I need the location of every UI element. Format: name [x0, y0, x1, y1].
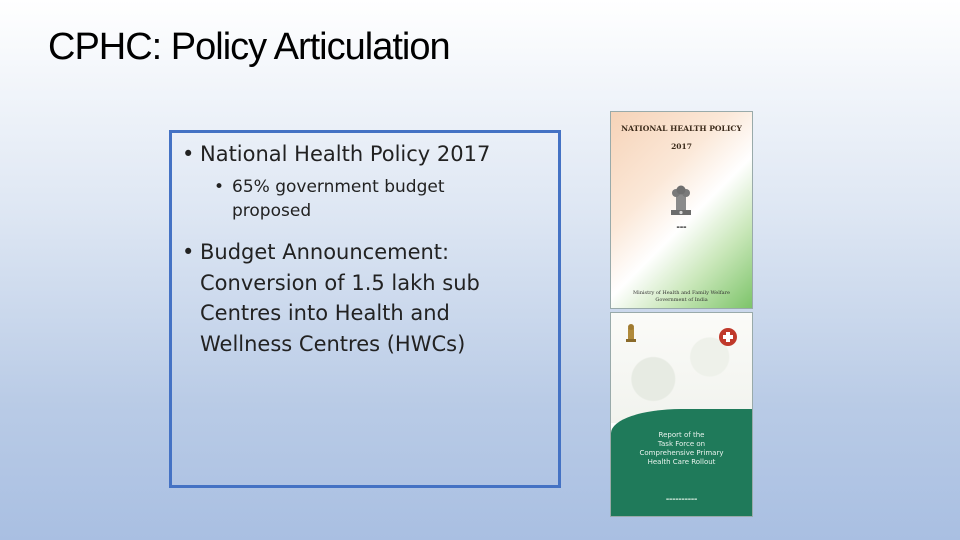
motto-decoration: ▬▬▬	[676, 225, 687, 229]
health-logo-icon	[718, 327, 738, 347]
national-emblem-icon	[624, 323, 638, 345]
content-box	[169, 130, 561, 488]
cover-year: 2017	[671, 142, 692, 151]
ministry-line-1: Ministry of Health and Family Welfare	[632, 290, 730, 296]
report-title-line-2: Task Force on	[657, 440, 706, 448]
report-title-line-3: Comprehensive Primary	[639, 449, 724, 457]
bullet-text: Budget Announcement: Conversion of 1.5 lakh sub Centres into Health and Wellness Centres (HWCs)	[200, 240, 480, 356]
national-emblem-icon	[668, 184, 694, 220]
task-force-report-cover	[610, 312, 753, 517]
report-title-line-1: Report of the	[658, 431, 705, 439]
subbullet-text: 65% government budget proposed	[232, 177, 445, 221]
national-health-policy-cover	[610, 111, 753, 309]
subbullet-budget-proposed	[214, 175, 504, 223]
bullet-glyph: •	[182, 240, 195, 264]
cover-ministry	[611, 290, 752, 304]
report-title-line-4: Health Care Rollout	[647, 458, 716, 466]
bullet-budget-announcement	[182, 237, 542, 359]
bullet-text: National Health Policy 2017	[200, 142, 491, 166]
ministry-line-2: Government of India	[655, 297, 708, 303]
bullet-national-health-policy	[182, 141, 542, 167]
bullet-glyph: •	[182, 142, 195, 166]
report-title	[611, 431, 752, 467]
bullet-glyph: •	[214, 177, 225, 197]
slide-title: CPHC: Policy Articulation	[48, 26, 450, 68]
cover-title: NATIONAL HEALTH POLICY	[621, 124, 742, 133]
report-ministry: ▬▬▬▬▬▬▬▬▬▬	[665, 497, 698, 501]
